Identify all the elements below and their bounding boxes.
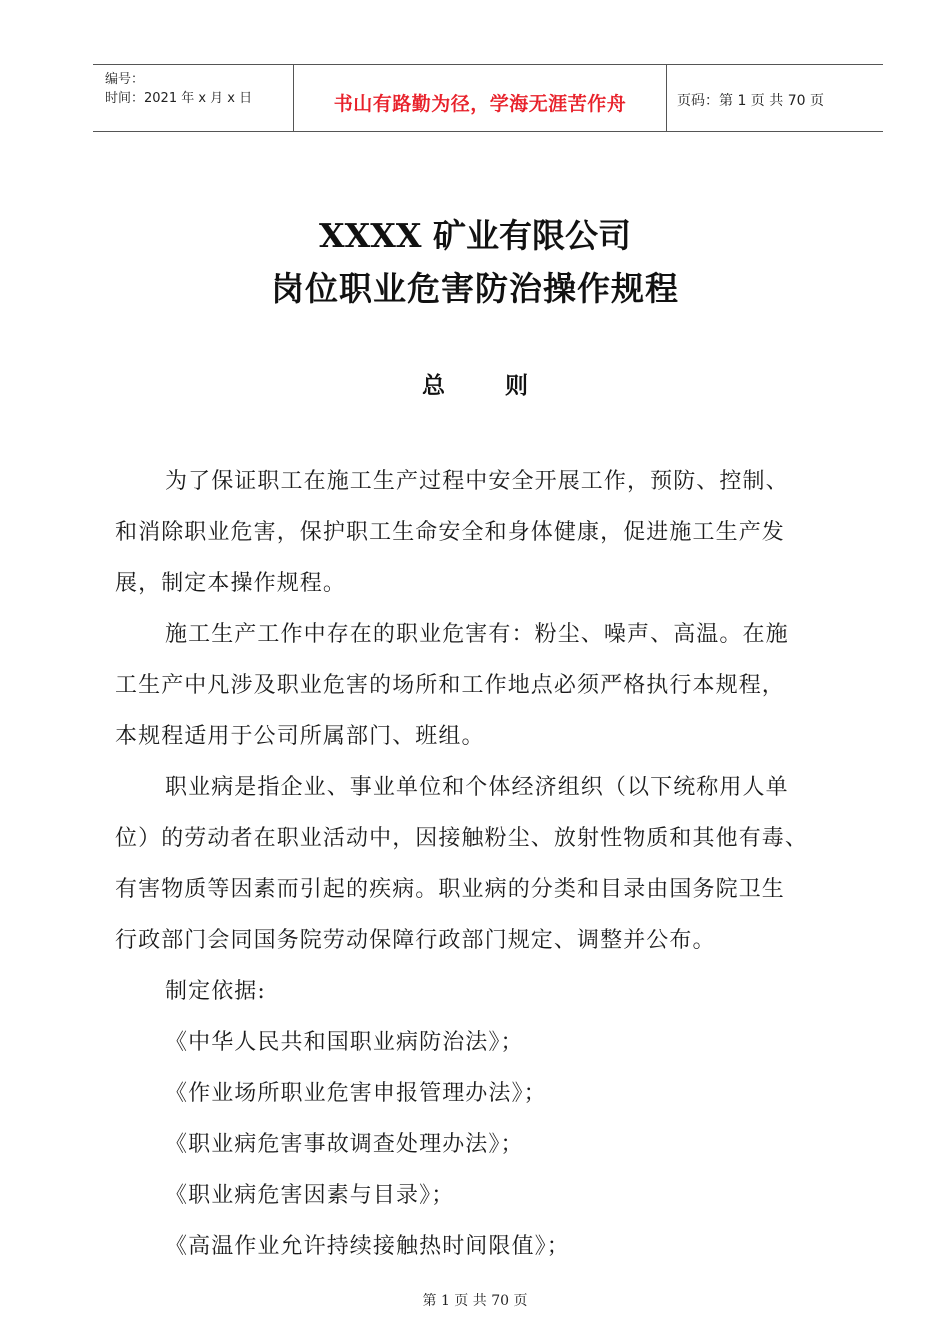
document-time-label: 时间：2021 年 x 月 x 日 bbox=[105, 91, 253, 106]
body-line: 制定依据: bbox=[165, 979, 266, 1004]
section-heading-char-1: 总 bbox=[422, 373, 445, 399]
header-motto: 书山有路勤为径，学海无涯苦作舟 bbox=[333, 93, 627, 115]
body-line: 和消除职业危害，保护职工生命安全和身体健康，促进施工生产发 bbox=[115, 520, 785, 545]
body-line: 展，制定本操作规程。 bbox=[115, 571, 347, 596]
body-line: 施工生产工作中存在的职业危害有：粉尘、噪声、高温。在施 bbox=[165, 622, 789, 647]
body-line: 位）的劳动者在职业活动中，因接触粉尘、放射性物质和其他有毒、 bbox=[115, 826, 809, 851]
reference-item: 《职业病危害事故调查处理办法》； bbox=[165, 1132, 524, 1157]
document-title: 岗位职业危害防治操作规程 bbox=[271, 269, 679, 308]
body-line: 有害物质等因素而引起的疾病。职业病的分类和目录由国务院卫生 bbox=[115, 877, 785, 902]
header-motto-cell bbox=[294, 65, 667, 131]
body-line: 职业病是指企业、事业单位和个体经济组织（以下统称用人单 bbox=[165, 775, 789, 800]
reference-item: 《高温作业允许持续接触热时间限值》； bbox=[165, 1234, 570, 1259]
page-header-table bbox=[93, 64, 883, 132]
body-line: 行政部门会同国务院劳动保障行政部门规定、调整并公布。 bbox=[115, 928, 716, 953]
body-line: 为了保证职工在施工生产过程中安全开展工作，预防、控制、 bbox=[165, 469, 789, 494]
header-page-cell bbox=[667, 65, 883, 131]
reference-item: 《中华人民共和国职业病防治法》； bbox=[165, 1030, 524, 1055]
body-line: 本规程适用于公司所属部门、班组。 bbox=[115, 724, 485, 749]
document-number-label: 编号： bbox=[105, 72, 145, 87]
reference-item: 《作业场所职业危害申报管理办法》； bbox=[165, 1081, 547, 1106]
header-meta-cell bbox=[93, 65, 294, 131]
body-line: 工生产中凡涉及职业危害的场所和工作地点必须严格执行本规程， bbox=[115, 673, 785, 698]
section-heading-char-2: 则 bbox=[505, 373, 528, 399]
section-heading bbox=[0, 367, 950, 400]
reference-item: 《职业病危害因素与目录》； bbox=[165, 1183, 455, 1208]
header-page-info: 页码：第 1 页 共 70 页 bbox=[677, 93, 824, 109]
page-footer: 第 1 页 共 70 页 bbox=[422, 1293, 528, 1309]
company-name: XXXX 矿业有限公司 bbox=[319, 216, 631, 255]
